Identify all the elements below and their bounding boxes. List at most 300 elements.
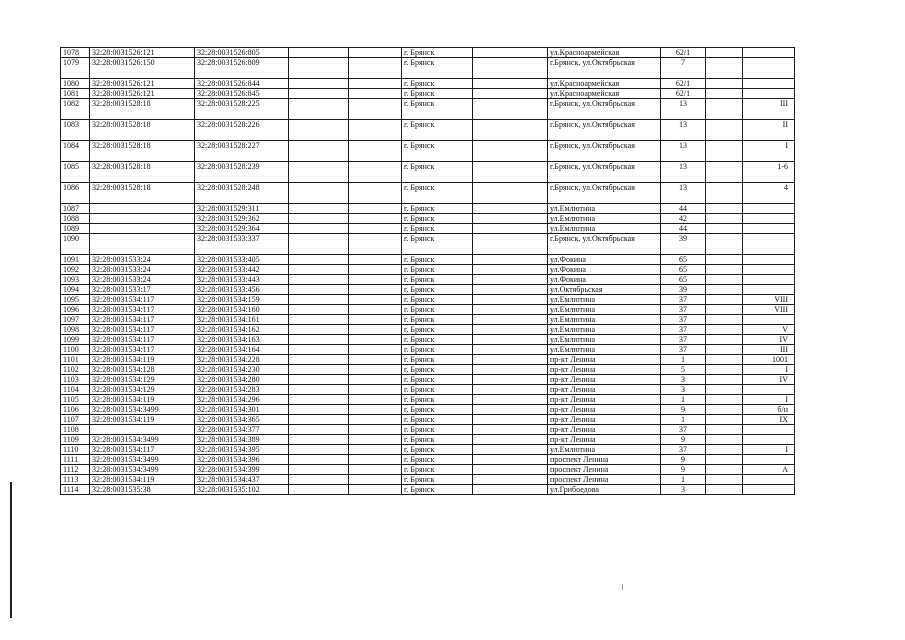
empty-cell [706,455,743,465]
city-cell: г. Брянск [402,465,473,475]
table-row [61,204,795,214]
empty-cell [473,305,548,315]
empty-cell [473,425,548,435]
empty-cell [473,255,548,265]
cadastral-number-cell: 32:28:0031534:230 [195,365,289,375]
empty-cell [289,375,349,385]
table-row [61,405,795,415]
house-number-cell: 13 [661,99,706,120]
empty-cell [289,345,349,355]
empty-cell [706,415,743,425]
cadastral-block-cell: 32:28:0031534:119 [90,475,195,485]
street-cell: г.Брянск, ул.Октябрьская [548,162,661,183]
room-cell: III [743,345,795,355]
street-cell: ул.Емлютина [548,295,661,305]
city-cell: г. Брянск [402,58,473,79]
empty-cell [706,224,743,234]
street-cell: г.Брянск, ул.Октябрьская [548,99,661,120]
city-cell: г. Брянск [402,325,473,335]
house-number-cell: 62/1 [661,79,706,89]
empty-cell [473,395,548,405]
city-cell: г. Брянск [402,355,473,365]
cadastral-number-cell: 32:28:0031534:162 [195,325,289,335]
cadastral-block-cell: 32:28:0031533:24 [90,255,195,265]
empty-cell [473,120,548,141]
empty-cell [349,89,402,99]
room-cell [743,58,795,79]
cadastral-block-cell: 32:28:0031534:117 [90,305,195,315]
cadastral-block-cell: 32:28:0031528:18 [90,120,195,141]
city-cell: г. Брянск [402,275,473,285]
street-cell: ул.Емлютина [548,345,661,355]
empty-cell [289,295,349,305]
empty-cell [349,255,402,265]
empty-cell [349,214,402,224]
table-row [61,162,795,183]
cadastral-block-cell [90,214,195,224]
room-cell [743,475,795,485]
house-number-cell: 65 [661,255,706,265]
table-row [61,445,795,455]
empty-cell [289,405,349,415]
empty-cell [289,475,349,485]
room-cell: VIII [743,295,795,305]
empty-cell [706,58,743,79]
house-number-cell: 3 [661,485,706,495]
empty-cell [289,305,349,315]
row-number-cell: 1081 [61,89,90,99]
room-cell [743,315,795,325]
empty-cell [289,183,349,204]
cadastral-block-cell: 32:28:0031534:3499 [90,435,195,445]
cadastral-number-cell: 32:28:0031526:844 [195,79,289,89]
room-cell: 4 [743,183,795,204]
empty-cell [473,285,548,295]
empty-cell [706,204,743,214]
street-cell: ул.Октябрьская [548,285,661,295]
empty-cell [473,275,548,285]
room-cell: I [743,141,795,162]
house-number-cell: 37 [661,345,706,355]
cadastral-block-cell: 32:28:0031534:119 [90,395,195,405]
table-row [61,89,795,99]
room-cell: III [743,99,795,120]
city-cell: г. Брянск [402,475,473,485]
empty-cell [706,335,743,345]
room-cell: IX [743,415,795,425]
cadastral-number-cell: 32:28:0031533:442 [195,265,289,275]
house-number-cell: 37 [661,315,706,325]
street-cell: ул.Емлютина [548,445,661,455]
empty-cell [289,335,349,345]
empty-cell [706,355,743,365]
cadastral-number-cell: 32:28:0031529:311 [195,204,289,214]
property-register-table [60,47,795,495]
cadastral-number-cell: 32:28:0031533:337 [195,234,289,255]
cadastral-number-cell: 32:28:0031534:296 [195,395,289,405]
city-cell: г. Брянск [402,365,473,375]
table-row [61,285,795,295]
table-row [61,234,795,255]
empty-cell [289,204,349,214]
table-row [61,58,795,79]
empty-cell [289,445,349,455]
empty-cell [706,465,743,475]
room-cell [743,485,795,495]
street-cell: ул.Емлютина [548,305,661,315]
room-cell: 1-6 [743,162,795,183]
cadastral-number-cell: 32:28:0031534:395 [195,445,289,455]
empty-cell [289,99,349,120]
cadastral-block-cell: 32:28:0031526:150 [90,58,195,79]
cadastral-block-cell: 32:28:0031533:17 [90,285,195,295]
empty-cell [473,455,548,465]
street-cell: ул.Фокина [548,275,661,285]
empty-cell [473,162,548,183]
empty-cell [706,485,743,495]
cadastral-number-cell: 32:28:0031534:280 [195,375,289,385]
city-cell: г. Брянск [402,435,473,445]
cadastral-number-cell: 32:28:0031528:225 [195,99,289,120]
row-number-cell: 1080 [61,79,90,89]
street-cell: г.Брянск, ул.Октябрьская [548,141,661,162]
house-number-cell: 5 [661,365,706,375]
empty-cell [706,345,743,355]
scan-smudge [622,584,623,590]
cadastral-block-cell: 32:28:0031526:121 [90,48,195,58]
empty-cell [706,475,743,485]
row-number-cell: 1085 [61,162,90,183]
empty-cell [473,465,548,475]
empty-cell [473,224,548,234]
room-cell [743,435,795,445]
row-number-cell: 1092 [61,265,90,275]
row-number-cell: 1102 [61,365,90,375]
room-cell [743,455,795,465]
street-cell: пр-кт Ленина [548,405,661,415]
empty-cell [473,58,548,79]
empty-cell [289,485,349,495]
city-cell: г. Брянск [402,395,473,405]
empty-cell [473,445,548,455]
empty-cell [349,162,402,183]
table-row [61,48,795,58]
city-cell: г. Брянск [402,255,473,265]
street-cell: проспект Ленина [548,455,661,465]
empty-cell [289,355,349,365]
empty-cell [706,89,743,99]
cadastral-block-cell: 32:28:0031534:3499 [90,455,195,465]
room-cell [743,255,795,265]
city-cell: г. Брянск [402,415,473,425]
street-cell: ул.Фокина [548,255,661,265]
city-cell: г. Брянск [402,295,473,305]
empty-cell [349,48,402,58]
row-number-cell: 1098 [61,325,90,335]
empty-cell [349,285,402,295]
empty-cell [706,120,743,141]
street-cell: г.Брянск, ул.Октябрьская [548,58,661,79]
house-number-cell: 3 [661,375,706,385]
empty-cell [473,375,548,385]
house-number-cell: 37 [661,445,706,455]
empty-cell [349,375,402,385]
cadastral-number-cell: 32:28:0031528:226 [195,120,289,141]
row-number-cell: 1090 [61,234,90,255]
row-number-cell: 1096 [61,305,90,315]
street-cell: ул.Емлютина [548,204,661,214]
empty-cell [706,99,743,120]
cadastral-block-cell: 32:28:0031526:121 [90,89,195,99]
cadastral-number-cell: 32:28:0031533:443 [195,275,289,285]
row-number-cell: 1091 [61,255,90,265]
empty-cell [349,315,402,325]
house-number-cell: 7 [661,58,706,79]
table-row [61,365,795,375]
house-number-cell: 3 [661,385,706,395]
cadastral-number-cell: 32:28:0031534:163 [195,335,289,345]
empty-cell [289,265,349,275]
empty-cell [349,465,402,475]
street-cell: пр-кт Ленина [548,375,661,385]
street-cell: ул.Красноармейская [548,48,661,58]
city-cell: г. Брянск [402,265,473,275]
table-row [61,214,795,224]
empty-cell [289,79,349,89]
table-row [61,141,795,162]
empty-cell [473,204,548,214]
empty-cell [289,234,349,255]
row-number-cell: 1088 [61,214,90,224]
table-row [61,455,795,465]
empty-cell [349,79,402,89]
row-number-cell: 1112 [61,465,90,475]
margin-mark [10,482,12,618]
cadastral-block-cell: 32:28:0031528:18 [90,162,195,183]
row-number-cell: 1089 [61,224,90,234]
cadastral-number-cell: 32:28:0031526:845 [195,89,289,99]
house-number-cell: 42 [661,214,706,224]
row-number-cell: 1103 [61,375,90,385]
empty-cell [349,455,402,465]
empty-cell [289,385,349,395]
house-number-cell: 9 [661,405,706,415]
empty-cell [349,365,402,375]
empty-cell [473,265,548,275]
room-cell [743,265,795,275]
street-cell: пр-кт Ленина [548,435,661,445]
row-number-cell: 1114 [61,485,90,495]
room-cell [743,385,795,395]
house-number-cell: 13 [661,162,706,183]
empty-cell [706,385,743,395]
empty-cell [473,141,548,162]
cadastral-number-cell: 32:28:0031529:364 [195,224,289,234]
empty-cell [289,465,349,475]
row-number-cell: 1086 [61,183,90,204]
empty-cell [706,435,743,445]
empty-cell [349,183,402,204]
empty-cell [473,335,548,345]
house-number-cell: 13 [661,141,706,162]
table-row [61,99,795,120]
cadastral-block-cell: 32:28:0031526:121 [90,79,195,89]
empty-cell [706,395,743,405]
cadastral-number-cell: 32:28:0031528:239 [195,162,289,183]
empty-cell [349,99,402,120]
street-cell: проспект Ленина [548,465,661,475]
empty-cell [289,395,349,405]
row-number-cell: 1079 [61,58,90,79]
house-number-cell: 13 [661,120,706,141]
empty-cell [349,485,402,495]
city-cell: г. Брянск [402,445,473,455]
table-row [61,79,795,89]
empty-cell [706,255,743,265]
empty-cell [706,305,743,315]
table-row [61,345,795,355]
room-cell [743,79,795,89]
city-cell: г. Брянск [402,285,473,295]
city-cell: г. Брянск [402,375,473,385]
street-cell: пр-кт Ленина [548,425,661,435]
cadastral-number-cell: 32:28:0031534:437 [195,475,289,485]
cadastral-block-cell: 32:28:0031534:128 [90,365,195,375]
empty-cell [349,415,402,425]
table-row [61,325,795,335]
cadastral-block-cell: 32:28:0031528:18 [90,183,195,204]
house-number-cell: 9 [661,465,706,475]
cadastral-number-cell: 32:28:0031534:164 [195,345,289,355]
house-number-cell: 39 [661,285,706,295]
city-cell: г. Брянск [402,204,473,214]
house-number-cell: 62/1 [661,48,706,58]
empty-cell [349,58,402,79]
empty-cell [349,395,402,405]
empty-cell [473,295,548,305]
cadastral-block-cell: 32:28:0031533:24 [90,275,195,285]
empty-cell [349,475,402,485]
row-number-cell: 1093 [61,275,90,285]
house-number-cell: 37 [661,295,706,305]
empty-cell [706,365,743,375]
city-cell: г. Брянск [402,485,473,495]
empty-cell [289,120,349,141]
empty-cell [473,365,548,375]
empty-cell [349,385,402,395]
empty-cell [473,485,548,495]
table-row [61,275,795,285]
table-row [61,224,795,234]
street-cell: ул.Фокина [548,265,661,275]
cadastral-number-cell: 32:28:0031533:405 [195,255,289,265]
city-cell: г. Брянск [402,425,473,435]
empty-cell [706,325,743,335]
empty-cell [473,99,548,120]
cadastral-number-cell: 32:28:0031534:159 [195,295,289,305]
room-cell: IV [743,375,795,385]
cadastral-number-cell: 32:28:0031534:365 [195,415,289,425]
empty-cell [289,214,349,224]
table-row [61,120,795,141]
empty-cell [473,89,548,99]
room-cell [743,89,795,99]
row-number-cell: 1105 [61,395,90,405]
row-number-cell: 1097 [61,315,90,325]
house-number-cell: 44 [661,204,706,214]
table-row [61,475,795,485]
room-cell: I [743,365,795,375]
house-number-cell: 44 [661,224,706,234]
table-row [61,415,795,425]
empty-cell [289,415,349,425]
city-cell: г. Брянск [402,183,473,204]
city-cell: г. Брянск [402,79,473,89]
room-cell [743,285,795,295]
house-number-cell: 37 [661,425,706,435]
empty-cell [706,295,743,305]
cadastral-block-cell: 32:28:0031528:18 [90,99,195,120]
empty-cell [473,415,548,425]
street-cell: пр-кт Ленина [548,395,661,405]
room-cell [743,48,795,58]
room-cell: I [743,395,795,405]
cadastral-number-cell: 32:28:0031534:228 [195,355,289,365]
empty-cell [473,405,548,415]
empty-cell [289,425,349,435]
house-number-cell: 1 [661,475,706,485]
table-row [61,425,795,435]
empty-cell [289,285,349,295]
city-cell: г. Брянск [402,89,473,99]
room-cell: II [743,120,795,141]
cadastral-block-cell: 32:28:0031534:129 [90,385,195,395]
empty-cell [473,214,548,224]
empty-cell [706,183,743,204]
room-cell [743,425,795,435]
empty-cell [473,475,548,485]
table-row [61,485,795,495]
empty-cell [289,48,349,58]
cadastral-number-cell: 32:28:0031534:161 [195,315,289,325]
city-cell: г. Брянск [402,345,473,355]
house-number-cell: 39 [661,234,706,255]
table-row [61,375,795,385]
empty-cell [349,435,402,445]
empty-cell [473,234,548,255]
room-cell [743,224,795,234]
room-cell: б/н [743,405,795,415]
empty-cell [349,295,402,305]
house-number-cell: 1 [661,395,706,405]
house-number-cell: 1 [661,415,706,425]
cadastral-block-cell [90,234,195,255]
row-number-cell: 1107 [61,415,90,425]
cadastral-block-cell: 32:28:0031534:3499 [90,465,195,475]
cadastral-block-cell: 32:28:0031534:117 [90,325,195,335]
street-cell: пр-кт Ленина [548,355,661,365]
row-number-cell: 1099 [61,335,90,345]
empty-cell [706,214,743,224]
empty-cell [706,445,743,455]
row-number-cell: 1109 [61,435,90,445]
empty-cell [349,265,402,275]
cadastral-block-cell: 32:28:0031534:119 [90,355,195,365]
cadastral-number-cell: 32:28:0031534:160 [195,305,289,315]
empty-cell [349,305,402,315]
table-row [61,385,795,395]
street-cell: ул.Красноармейская [548,79,661,89]
